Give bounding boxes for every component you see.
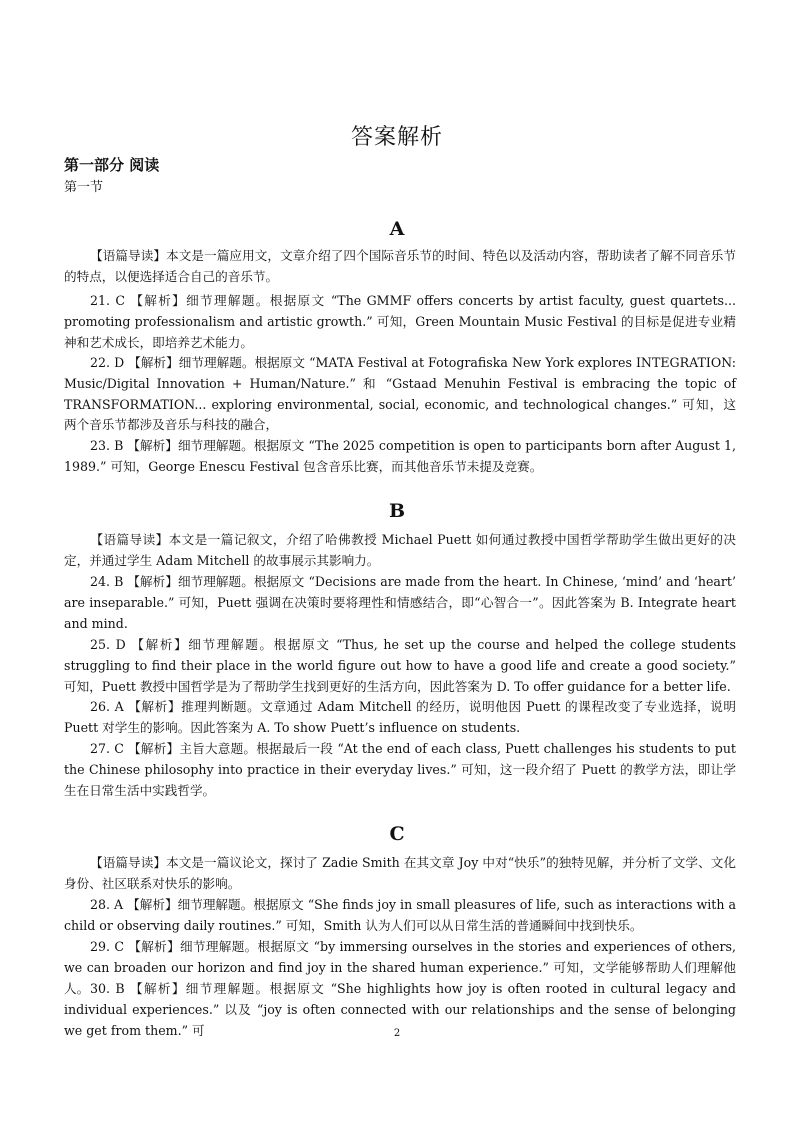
answer-25: 25. D 【解析】细节理解题。根据原文 “Thus, he set up the course and helped the college students struggling to find their place in the world figure out how to have a good life and create a good society.” 可知，Puett 教授中国哲学是为了帮助学生找到更好的生活方向，因此答案为 D. To offer guidance for a better life. <box>64 637 736 694</box>
answer-21: 21. C 【解析】细节理解题。根据原文 “The GMMF offers concerts by artist faculty, guest quartets... promoting professionalism and artistic growth.” 可知，Green Mountain Music Festival 的目标是促进专业精神和艺术成长，即培养艺术能力。 <box>64 293 736 350</box>
section-c-heading: C <box>389 823 405 845</box>
answer-27: 27. C 【解析】主旨大意题。根据最后一段 “At the end of each class, Puett challenges his students to put the Chinese philosophy into practice in their everyday lives.” 可知，这一段介绍了 Puett 的教学方法，即让学生在日常生活中实践哲学。 <box>64 741 736 798</box>
section-b-intro: 【语篇导读】本文是一篇记叙文，介绍了哈佛教授 Michael Puett 如何通过教授中国哲学帮助学生做出更好的决定，并通过学生 Adam Mitchell 的故事展示其影响力。 <box>64 532 736 568</box>
subsection-heading: 第一节 <box>64 180 104 195</box>
part-heading: 第一部分 阅读 <box>64 156 160 174</box>
answer-29: 29. C 【解析】细节理解题。根据原文 “by immersing ourselves in the stories and experiences of others, we can broaden our horizon and find joy in the shared human experience.” 可知，文学能够帮助人们理解他人。 <box>64 939 736 996</box>
page-number: 2 <box>393 1028 401 1039</box>
section-a-heading: A <box>389 218 405 240</box>
section-a-intro: 【语篇导读】本文是一篇应用文，文章介绍了四个国际音乐节的时间、特色以及活动内容，帮助读者了解不同音乐节的特点，以便选择适合自己的音乐节。 <box>64 248 736 284</box>
answer-26: 26. A 【解析】推理判断题。文章通过 Adam Mitchell 的经历，说明他因 Puett 的课程改变了专业选择，说明 Puett 对学生的影响。因此答案为 A. To show Puett’s influence on students. <box>64 699 736 735</box>
answer-22: 22. D 【解析】细节理解题。根据原文 “MATA Festival at Fotografiska New York explores INTEGRATION: Music/Digital Innovation + Human/Nature.” 和 “Gstaad Menuhin Festival is embracing the topic of TRANSFORMATION... exploring environmental, social, economic, and technological changes.” 可知，这两个音乐节都涉及音乐与科技的融合， <box>64 355 736 433</box>
answer-30: 30. B 【解析】细节理解题。根据原文 “She highlights how joy is often rooted in cultural legacy and individual experiences.” 以及 “joy is often connected with our relationships and the sense of belonging we get from them.” 可 <box>64 981 736 1038</box>
answer-28: 28. A 【解析】细节理解题。根据原文 “She finds joy in small pleasures of life, such as interactions with a child or observing daily routines.” 可知，Smith 认为人们可以从日常生活的普通瞬间中找到快乐。 <box>64 897 736 933</box>
answer-23: 23. B 【解析】细节理解题。根据原文 “The 2025 competition is open to participants born after August 1, 1989.” 可知，George Enescu Festival 包含音乐比赛，而其他音乐节未提及竞赛。 <box>64 438 736 474</box>
page-title: 答案解析 <box>350 125 443 150</box>
answer-24: 24. B 【解析】细节理解题。根据原文 “Decisions are made from the heart. In Chinese, ‘mind’ and ‘heart’ are inseparable.” 可知，Puett 强调在决策时要将理性和情感结合，即“心智合一”。因此答案为 B. Integrate heart and mind. <box>64 574 736 631</box>
section-c-intro: 【语篇导读】本文是一篇议论文，探讨了 Zadie Smith 在其文章 Joy 中对“快乐”的独特见解，并分析了文学、文化身份、社区联系对快乐的影响。 <box>64 855 736 891</box>
section-b-heading: B <box>388 500 406 522</box>
